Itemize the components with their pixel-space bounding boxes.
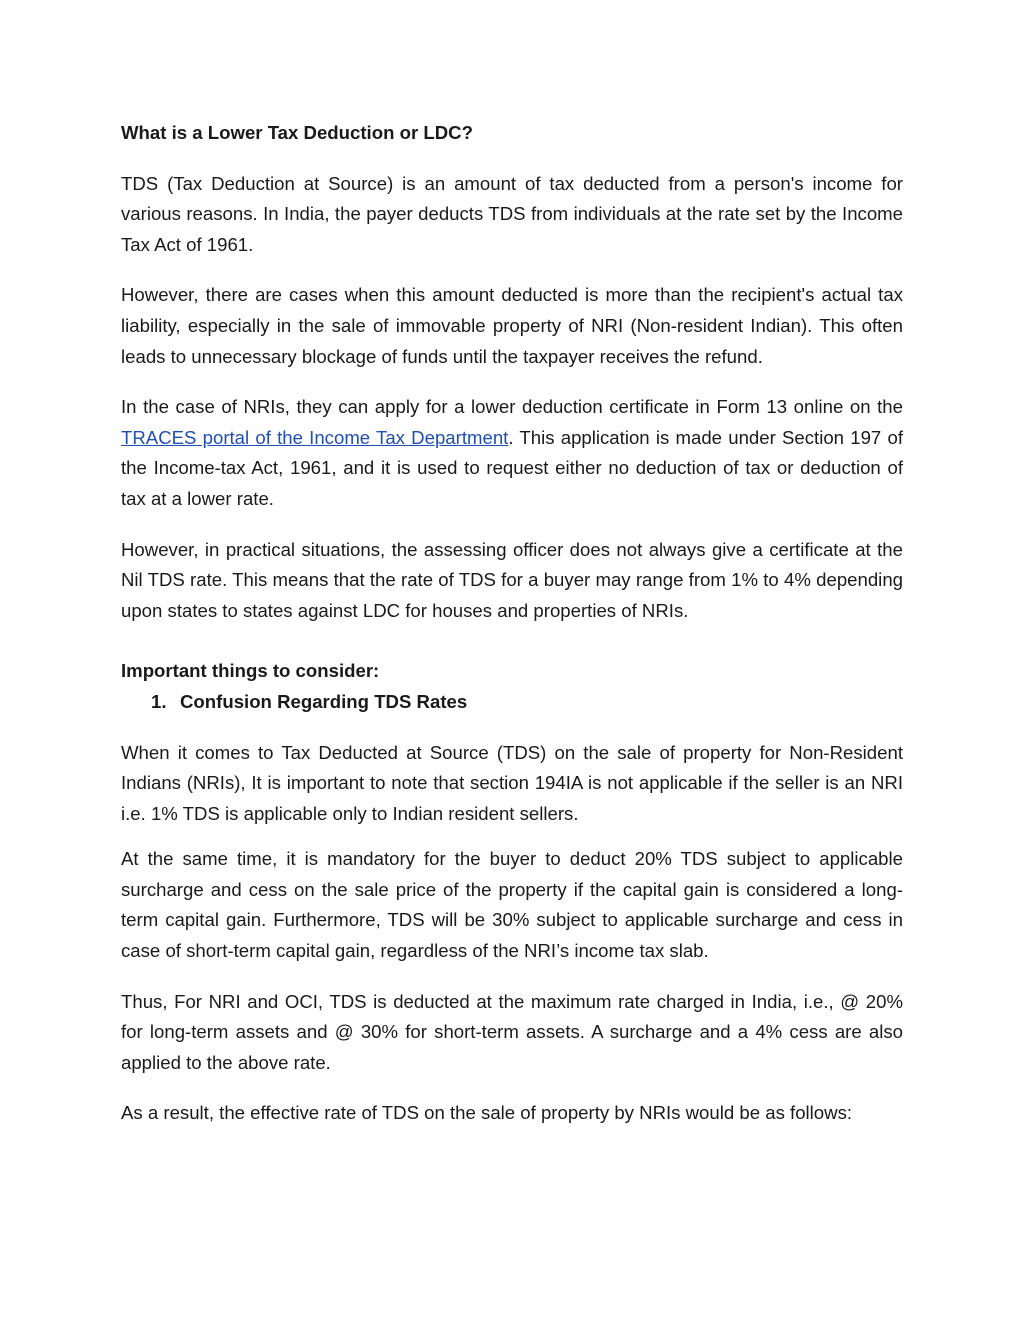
list-item-confusion-tds xyxy=(121,687,903,718)
section-heading-important: Important things to consider: xyxy=(121,660,380,682)
section-heading-ldc: What is a Lower Tax Deduction or LDC? xyxy=(121,122,473,143)
paragraph-nri-oci-rates: Thus, For NRI and OCI, TDS is deducted at the maximum rate charged in India, i.e., @ 20% for long-term assets and @ 30% for short-term assets. A surcharge and a 4% cess are also applied to the above rate. xyxy=(121,990,903,1073)
paragraph-ltcg-stcg: At the same time, it is mandatory for the buyer to deduct 20% TDS subject to applicable surcharge and cess on the sale price of the property if the capital gain is considered a long-term capital gain. Furthermore, TDS will be 30% subject to applicable surcharge and cess in case of short-term capital gain, regardless of the NRI’s income tax slab. xyxy=(121,848,903,962)
document-page xyxy=(121,118,903,1129)
paragraph-nri-text-before: In the case of NRIs, they can apply for a lower deduction certificate in Form 13 online on the xyxy=(121,396,903,418)
list-item-label: Confusion Regarding TDS Rates xyxy=(180,690,468,712)
paragraph-nri-text-after: . This application is made under Section 197 of the Income-tax Act, 1961, and it is used to request either no deduction of tax or deduction of tax at a lower rate. xyxy=(121,426,903,509)
list-item-number: 1. xyxy=(151,690,167,712)
paragraph-tds-intro: TDS (Tax Deduction at Source) is an amount of tax deducted from a person's income for various reasons. In India, the payer deducts TDS from individuals at the rate set by the Income Tax Act of 1961. xyxy=(121,172,903,255)
traces-portal-link[interactable]: TRACES portal of the Income Tax Department xyxy=(121,426,509,448)
paragraph-nri-form13 xyxy=(121,392,903,514)
paragraph-excess-deduction: However, there are cases when this amount deducted is more than the recipient's actual tax liability, especially in the sale of immovable property of NRI (Non-resident Indian). This often leads to unnecessary blockage of funds until the taxpayer receives the refund. xyxy=(121,284,903,367)
paragraph-effective-rate: As a result, the effective rate of TDS on the sale of property by NRIs would be as follows: xyxy=(121,1102,853,1124)
paragraph-practical-situations: However, in practical situations, the assessing officer does not always give a certificate at the Nil TDS rate. This means that the rate of TDS for a buyer may range from 1% to 4% depending upon states to states against LDC for houses and properties of NRIs. xyxy=(121,538,903,621)
paragraph-section-194ia: When it comes to Tax Deducted at Source (TDS) on the sale of property for Non-Resident Indians (NRIs), It is important to note that section 194IA is not applicable if the seller is an NRI i.e. 1% TDS is applicable only to Indian resident sellers. xyxy=(121,741,903,824)
